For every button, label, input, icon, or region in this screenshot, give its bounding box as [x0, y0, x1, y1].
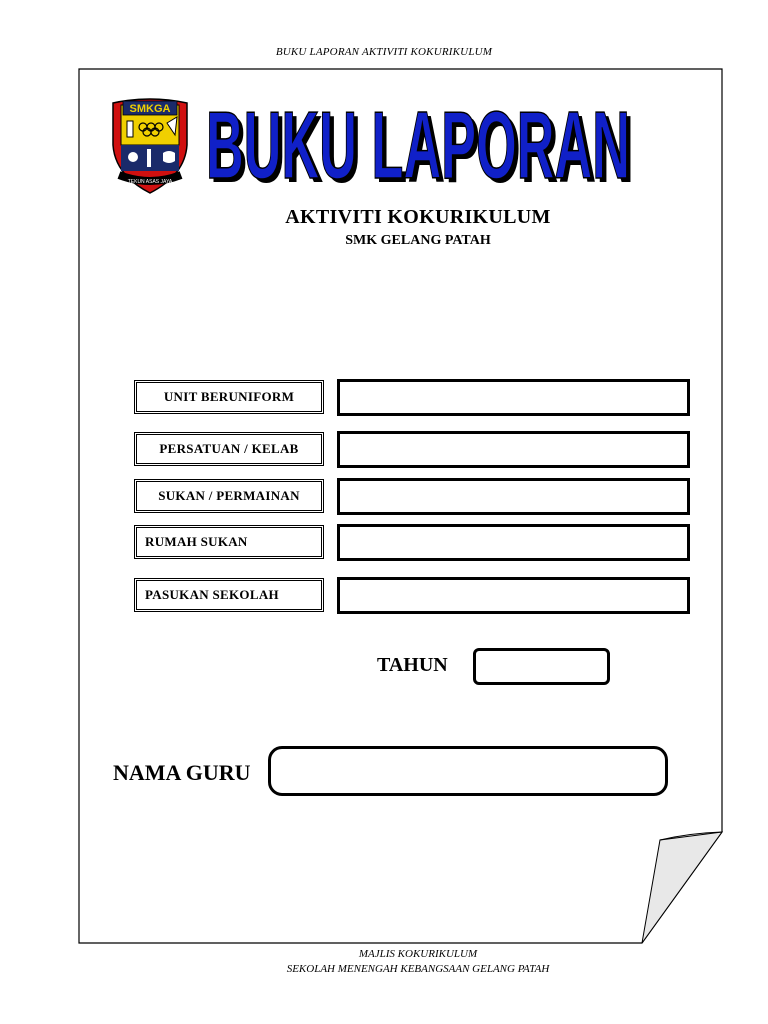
nama-guru-label: NAMA GURU [113, 760, 251, 785]
label-pasukan-sekolah: PASUKAN SEKOLAH [134, 578, 324, 612]
entry-rumah-sukan[interactable] [337, 524, 690, 561]
entry-persatuan-kelab[interactable] [337, 431, 690, 468]
cover-title [200, 90, 640, 190]
entry-unit-beruniform[interactable] [337, 379, 690, 416]
footer-line-1: MAJLIS KOKURIKULUM [358, 948, 478, 960]
nama-guru-field[interactable] [268, 746, 668, 796]
entry-sukan-permainan[interactable] [337, 478, 690, 515]
school-name: SMK GELANG PATAH [345, 233, 491, 248]
label-rumah-sukan: RUMAH SUKAN [134, 525, 324, 559]
tahun-label: TAHUN [377, 654, 448, 676]
tahun-field[interactable] [473, 648, 610, 685]
crest-motto: TEKUN ASAS JAYA [127, 179, 173, 185]
label-persatuan-kelab: PERSATUAN / KELAB [134, 432, 324, 466]
cover-subtitle: AKTIVITI KOKURIKULUM [285, 206, 551, 228]
footer-line-2: SEKOLAH MENENGAH KEBANGSAAN GELANG PATAH [286, 963, 550, 975]
cover-title-text: BUKU LAPORAN [206, 92, 630, 190]
running-header: BUKU LAPORAN AKTIVITI KOKURIKULUM [275, 46, 493, 58]
crest-text: SMKGA [129, 103, 171, 115]
label-sukan-permainan: SUKAN / PERMAINAN [134, 479, 324, 513]
label-unit-beruniform: UNIT BERUNIFORM [134, 380, 324, 414]
school-crest-icon [105, 95, 195, 195]
cover-title-shadow: BUKU LAPORAN [210, 96, 634, 190]
entry-pasukan-sekolah[interactable] [337, 577, 690, 614]
